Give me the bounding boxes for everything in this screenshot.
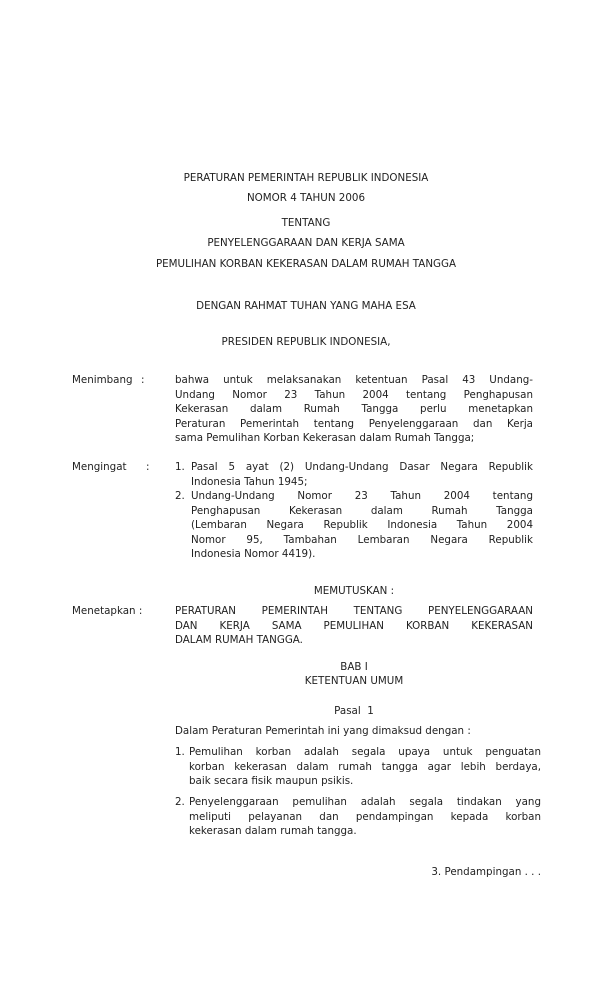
pasal-intro: Dalam Peraturan Pemerintah ini yang dimaksud dengan : — [175, 725, 471, 737]
menimbang-label: Menimbang — [72, 374, 133, 386]
mengingat-colon: : — [146, 461, 150, 473]
item-number: 2. — [175, 490, 185, 502]
menetapkan-text — [175, 604, 533, 648]
pasal-item-1 — [175, 745, 541, 789]
regulation-number: NOMOR 4 TAHUN 2006 — [246, 192, 366, 204]
pasal-title: Pasal 1 — [334, 705, 374, 717]
regulation-title: PERATURAN PEMERINTAH REPUBLIK INDONESIA — [183, 172, 429, 184]
text-line: korban kekerasan dalam rumah tangga agar lebih berdaya, — [189, 760, 541, 773]
text-line: bahwa untuk melaksanakan ketentuan Pasal 43 Undang- — [175, 374, 533, 386]
memutuskan-heading: MEMUTUSKAN : — [313, 585, 395, 597]
menimbang-text — [175, 373, 533, 446]
text-line: DAN KERJA SAMA PEMULIHAN KORBAN KEKERASAN — [175, 619, 533, 632]
text-line: Nomor 95, Tambahan Lembaran Negara Republik — [191, 533, 533, 546]
text-line: kekerasan dalam rumah tangga. — [189, 825, 357, 837]
presiden-line: PRESIDEN REPUBLIK INDONESIA, — [221, 336, 391, 348]
item-number: 1. — [175, 461, 185, 473]
subject-line-1: PENYELENGGARAAN DAN KERJA SAMA — [207, 237, 405, 249]
text-line: Peraturan Pemerintah tentang Penyelenggaraan dan Kerja — [175, 417, 533, 430]
item-number: 1. — [175, 746, 185, 758]
text-line: sama Pemulihan Korban Kekerasan dalam Rumah Tangga; — [175, 432, 475, 444]
text-line: Kekerasan dalam Rumah Tangga perlu menetapkan — [175, 403, 533, 415]
text-line: Pasal 5 ayat (2) Undang-Undang Dasar Negara Republik — [191, 461, 533, 473]
text-line: Penghapusan Kekerasan dalam Rumah Tangga — [191, 504, 533, 517]
continuation-marker: 3. Pendampingan . . . — [431, 866, 541, 878]
text-line: Penyelenggaraan pemulihan adalah segala tindakan yang — [189, 796, 541, 808]
text-line: DALAM RUMAH TANGGA. — [175, 634, 303, 646]
text-line: Pemulihan korban adalah segala upaya untuk penguatan — [189, 746, 541, 758]
item-number: 2. — [175, 796, 185, 808]
rahmat-line: DENGAN RAHMAT TUHAN YANG MAHA ESA — [196, 300, 416, 312]
tentang-heading: TENTANG — [281, 217, 331, 229]
text-line: Undang Nomor 23 Tahun 2004 tentang Penghapusan — [175, 388, 533, 401]
mengingat-label: Mengingat — [72, 461, 127, 473]
bab-title: KETENTUAN UMUM — [304, 675, 404, 687]
subject-line-2: PEMULIHAN KORBAN KEKERASAN DALAM RUMAH TANGGA — [155, 258, 457, 270]
mengingat-item-2 — [175, 489, 533, 562]
text-line: PERATURAN PEMERINTAH TENTANG PENYELENGGARAAN — [175, 605, 533, 617]
text-line: meliputi pelayanan dan pendampingan kepada korban — [189, 810, 541, 823]
text-line: Indonesia Tahun 1945; — [191, 475, 308, 488]
pasal-item-2 — [175, 795, 541, 839]
menetapkan-label: Menetapkan : — [72, 605, 143, 617]
bab-number: BAB I — [340, 661, 368, 673]
text-line: Indonesia Nomor 4419). — [191, 548, 316, 560]
text-line: baik secara fisik maupun psikis. — [189, 775, 354, 787]
text-line: Undang-Undang Nomor 23 Tahun 2004 tentang — [191, 490, 533, 502]
menimbang-colon: : — [141, 374, 145, 386]
mengingat-item-1 — [175, 460, 533, 489]
text-line: (Lembaran Negara Republik Indonesia Tahun 2004 — [191, 519, 533, 531]
